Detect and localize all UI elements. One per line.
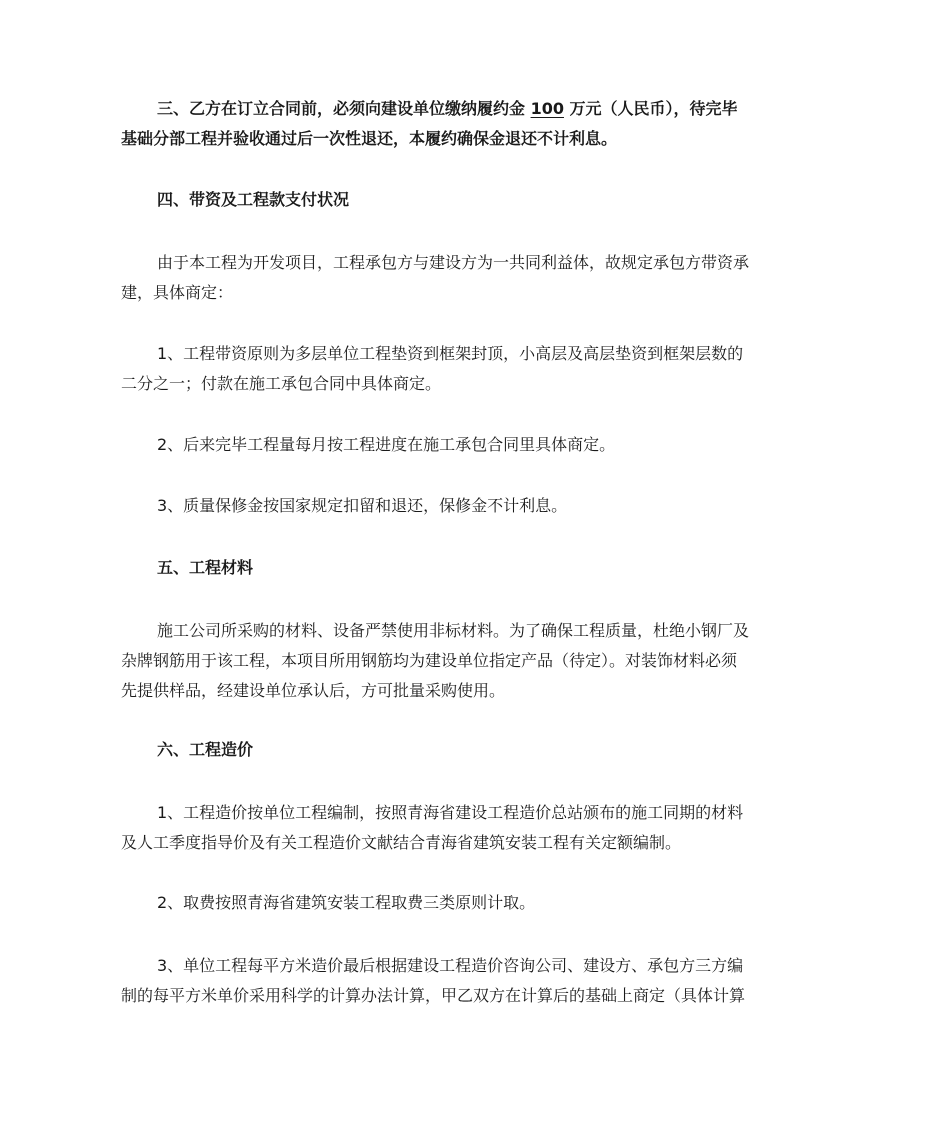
section-6-heading-text: 六、工程造价 (157, 740, 254, 759)
section-6-item-3 (121, 951, 831, 1011)
section-4-intro-line-1: 由于本工程为开发项目，工程承包方与建设方为一共同利益体，故规定承包方带资承 (157, 253, 750, 272)
section-4-heading (121, 185, 831, 215)
section-5-heading (121, 553, 831, 583)
section-5-line-3: 先提供样品，经建设单位承认后，方可批量采购使用。 (121, 681, 506, 700)
section-6-item-3-line-1: 3、单位工程每平方米造价最后根据建设工程造价咨询公司、建设方、承包方三方编 (157, 956, 744, 975)
clause-3-paragraph (121, 94, 831, 154)
section-4-heading-text: 四、带资及工程款支付状况 (157, 190, 350, 209)
section-4-item-3-text: 3、质量保修金按国家规定扣留和退还，保修金不计利息。 (157, 496, 568, 515)
section-4-item-1-line-2: 二分之一；付款在施工承包合同中具体商定。 (121, 374, 442, 393)
section-6-item-1 (121, 798, 831, 858)
section-6-heading (121, 735, 831, 765)
section-4-item-3 (121, 491, 831, 521)
section-4-item-2-text: 2、后来完毕工程量每月按工程进度在施工承包合同里具体商定。 (157, 435, 616, 454)
clause-3-text-a: 三、乙方在订立合同前，必须向建设单位缴纳履约金 (157, 99, 531, 118)
section-5-body (121, 616, 831, 706)
section-4-intro-line-2: 建，具体商定： (121, 283, 234, 302)
clause-3-text-b: 万元（人民币），待完毕 (563, 99, 738, 118)
section-5-line-1: 施工公司所采购的材料、设备严禁使用非标材料。为了确保工程质量，杜绝小钢厂及 (157, 621, 750, 640)
section-6-item-3-line-2: 制的每平方米单价采用科学的计算办法计算，甲乙双方在计算后的基础上商定（具体计算 (121, 986, 746, 1005)
section-4-item-1-line-1: 1、工程带资原则为多层单位工程垫资到框架封顶，小高层及高层垫资到框架层数的 (157, 344, 744, 363)
section-6-item-1-line-1: 1、工程造价按单位工程编制，按照青海省建设工程造价总站颁布的施工同期的材料 (157, 803, 744, 822)
section-6-item-2-text: 2、取费按照青海省建筑安装工程取费三类原则计取。 (157, 893, 536, 912)
section-6-item-1-line-2: 及人工季度指导价及有关工程造价文献结合青海省建筑安装工程有关定额编制。 (121, 833, 682, 852)
deposit-amount: 100 (530, 99, 564, 118)
clause-3-line-1 (121, 94, 831, 124)
section-6-item-2 (121, 888, 831, 918)
section-5-heading-text: 五、工程材料 (157, 558, 254, 577)
section-4-item-2 (121, 430, 831, 460)
section-5-line-2: 杂牌钢筋用于该工程，本项目所用钢筋均为建设单位指定产品（待定）。对装饰材料必须 (121, 651, 738, 670)
clause-3-line-2: 基础分部工程并验收通过后一次性退还，本履约确保金退还不计利息。 (121, 129, 618, 148)
section-4-item-1 (121, 339, 831, 399)
section-4-intro (121, 248, 831, 308)
